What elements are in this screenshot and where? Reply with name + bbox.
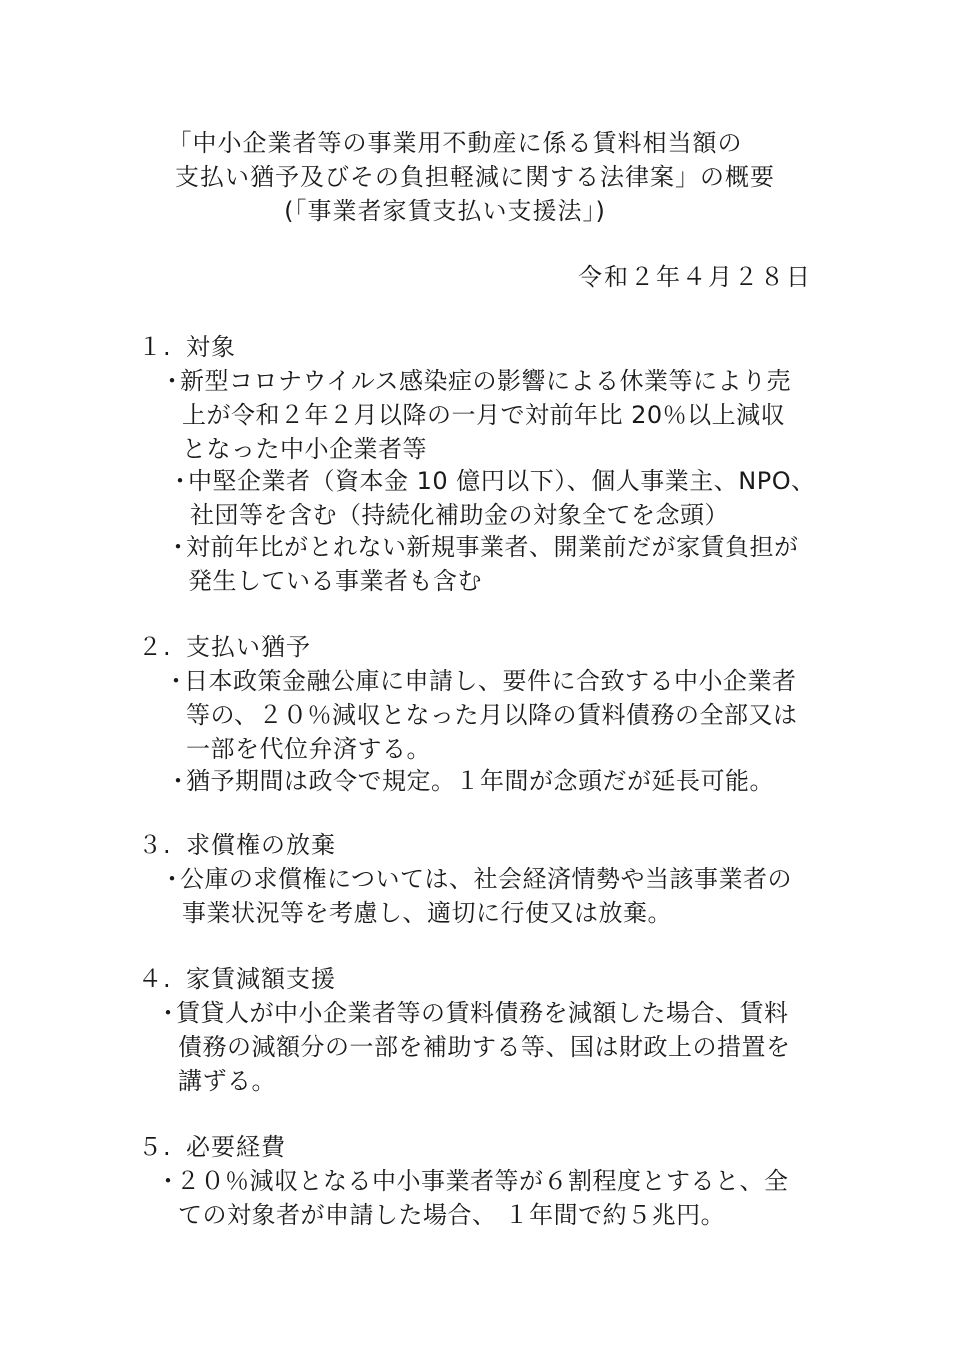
bullet-line: 賃貸人が中小企業者等の賃料債務を減額した場合、賃料 bbox=[176, 999, 789, 1027]
bullet-line: ての対象者が申請した場合、 １年間で約５兆円。 bbox=[178, 1201, 726, 1229]
bullet-line: 新型コロナウイルス感染症の影響による休業等により売 bbox=[180, 367, 792, 395]
section-title: 対象 bbox=[186, 333, 236, 361]
bullet-item bbox=[156, 1164, 816, 1232]
bullet-line: となった中小企業者等 bbox=[182, 435, 427, 463]
bullet-item bbox=[166, 530, 826, 598]
bullet-line: 公庫の求償権については、社会経済情勢や当該事業者の bbox=[180, 865, 793, 893]
section-number: ２. bbox=[138, 633, 172, 661]
bullet-item bbox=[160, 862, 820, 930]
bullet-mark: ・ bbox=[166, 533, 191, 561]
section-title: 必要経費 bbox=[186, 1133, 286, 1161]
bullet-mark: ・ bbox=[166, 767, 191, 795]
section-heading bbox=[138, 962, 336, 996]
bullet-line: 中堅企業者（資本金 10 億円以下）、個人事業主、NPO、 bbox=[188, 467, 816, 495]
section-title: 家賃減額支援 bbox=[186, 965, 336, 993]
bullet-line: 発生している事業者も含む bbox=[188, 567, 482, 595]
bullet-item bbox=[168, 464, 828, 532]
section-number: ４. bbox=[138, 965, 172, 993]
section-number: ５. bbox=[138, 1133, 172, 1161]
section-number: １. bbox=[138, 333, 172, 361]
bullet-item bbox=[166, 764, 826, 798]
bullet-mark: ・ bbox=[156, 999, 181, 1027]
document-date: 令和２年４月２８日 bbox=[578, 263, 812, 291]
bullet-line: 債務の減額分の一部を補助する等、国は財政上の措置を bbox=[178, 1033, 791, 1061]
bullet-line: 講ずる。 bbox=[178, 1067, 276, 1095]
bullet-line: 上が令和２年２月以降の一月で対前年比 20％以上減収 bbox=[182, 401, 786, 429]
bullet-line: 一部を代位弁済する。 bbox=[186, 735, 431, 763]
title-line-3: (「事業者家賃支払い支援法」) bbox=[284, 197, 606, 225]
bullet-line: 対前年比がとれない新規事業者、開業前だが家賃負担が bbox=[186, 533, 799, 561]
bullet-mark: ・ bbox=[156, 1167, 181, 1195]
bullet-item bbox=[164, 664, 824, 766]
bullet-mark: ・ bbox=[160, 865, 185, 893]
document-title bbox=[0, 126, 960, 228]
bullet-item bbox=[156, 996, 816, 1098]
section-heading bbox=[138, 828, 336, 862]
bullet-mark: ・ bbox=[160, 367, 185, 395]
title-line-1: 「中小企業者等の事業用不動産に係る賃料相当額の bbox=[167, 129, 743, 157]
title-line-2: 支払い猶予及びその負担軽減に関する法律案」の概要 bbox=[175, 163, 775, 191]
bullet-mark: ・ bbox=[164, 667, 189, 695]
section-title: 支払い猶予 bbox=[186, 633, 311, 661]
bullet-line: 等の、２０％減収となった月以降の賃料債務の全部又は bbox=[186, 701, 798, 729]
section-heading bbox=[138, 330, 236, 364]
bullet-line: 社団等を含む（持続化補助金の対象全てを念頭） bbox=[190, 501, 729, 529]
bullet-line: 日本政策金融公庫に申請し、要件に合致する中小企業者 bbox=[184, 667, 797, 695]
bullet-line: 猶予期間は政令で規定。１年間が念頭だが延長可能。 bbox=[186, 767, 774, 795]
bullet-line: ２０％減収となる中小事業者等が６割程度とすると、全 bbox=[176, 1167, 789, 1195]
bullet-line: 事業状況等を考慮し、適切に行使又は放棄。 bbox=[182, 899, 672, 927]
bullet-mark: ・ bbox=[168, 467, 193, 495]
section-heading bbox=[138, 1130, 286, 1164]
section-number: ３. bbox=[138, 831, 172, 859]
section-heading bbox=[138, 630, 311, 664]
bullet-item bbox=[160, 364, 820, 466]
section-title: 求償権の放棄 bbox=[186, 831, 336, 859]
